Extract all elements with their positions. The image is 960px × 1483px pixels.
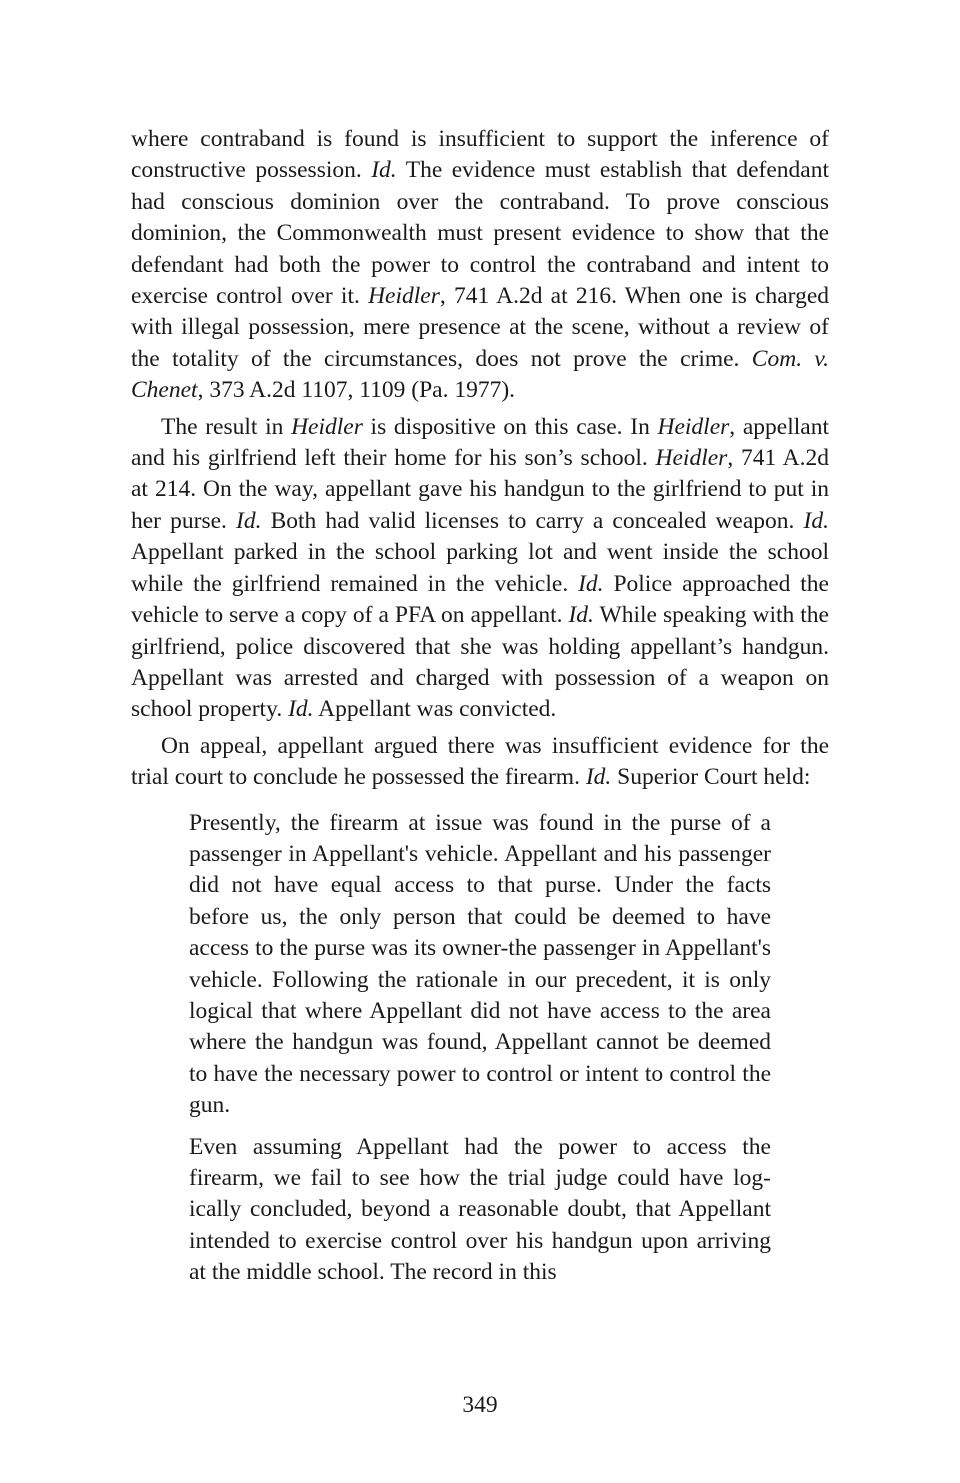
document-page — [131, 124, 829, 1299]
paragraph-constructive-possession: where contraband is found is insufficient to support the inference of constructive possession. Id. The evidence must establish that defendant had conscious dominion over the contraband. To prove conscious dominion, the Commonwealth must present evidence to show that the defendant had both the power to control the contraband and intent to exercise control over it. Heidler, 741 A.2d at 216. When one is charged with illegal possession, mere presence at the scene, without a review of the totality of the circumstances, does not prove the crime. Com. v. Chenet, 373 A.2d 1107, 1109 (Pa. 1977). — [131, 126, 829, 404]
paragraph-heidler-facts: The result in Heidler is dispositive on this case. In Heidler, appellant and his girlfriend left their home for his son’s school. Heidler, 741 A.2d at 214. On the way, appellant gave his handgun to the girlfriend to put in her purse. Id. Both had valid licenses to carry a concealed weapon. Id. Appellant parked in the school parking lot and went inside the school while the girlfriend remained in the vehicle. Id. Police approached the vehicle to serve a copy of a PFA on appellant. Id. While speaking with the girlfriend, police discovered that she was holding appellant’s handgun. Appellant was arrested and charged with possession of a weapon on school property. Id. Appellant was convicted. — [131, 413, 829, 723]
quote-paragraph-intent: Even assuming Appellant had the power to access the firearm, we fail to see how the trial judge could have logically concluded, beyond a reasonable doubt, that Appellant intended to exercise control over his handgun upon arriving at the middle school. The record in this — [189, 1133, 771, 1286]
page-number: 349 — [462, 1392, 498, 1418]
block-quote — [189, 808, 771, 1289]
paragraph-appeal: On appeal, appellant argued there was insufficient evidence for the trial court to conclude he possessed the firearm. Id. Superior Court held: — [131, 732, 829, 791]
quote-paragraph-access: Presently, the firearm at issue was found in the purse of a passenger in Appellant's vehicle. Appellant and his passenger did not have equal access to that purse. Under the facts before us, the only person that could be deemed to have access to the purse was its owner-the passenger in Appellant's vehicle. Following the rationale in our precedent, it is only logical that where Appellant did not have access to the area where the handgun was found, Appellant cannot be deemed to have the necessary power to control or intent to control the gun. — [189, 809, 771, 1119]
